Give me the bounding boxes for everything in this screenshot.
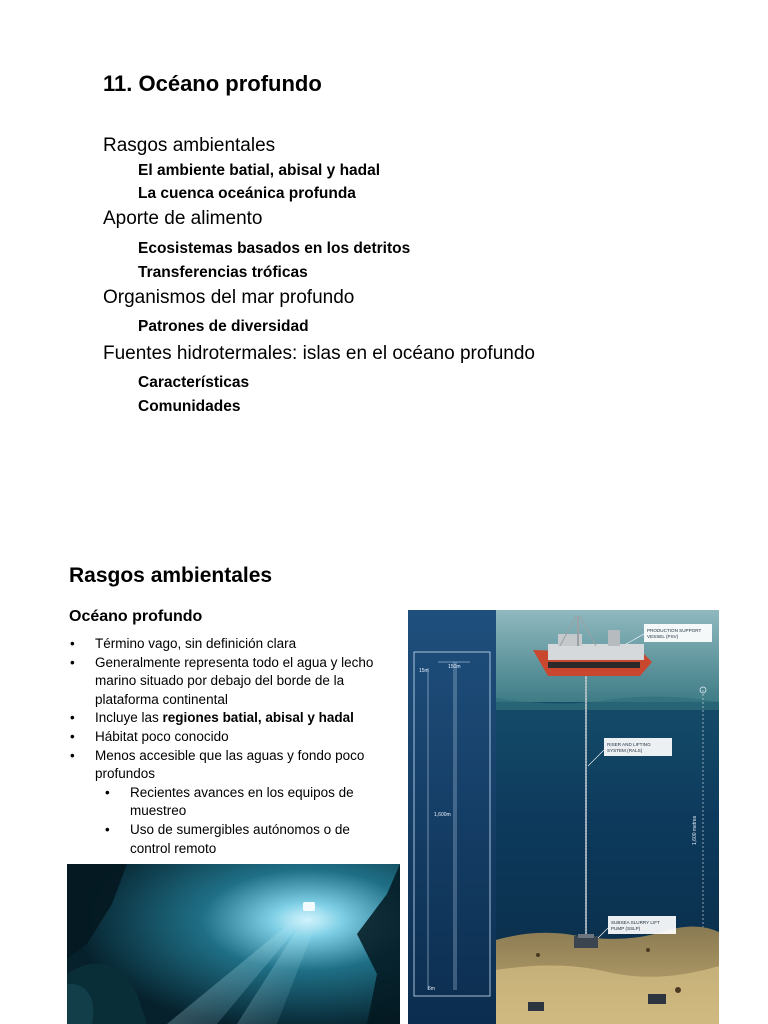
bullet-item: • Menos accesible que las aguas y fondo poco profundos	[69, 747, 394, 784]
section-item: Transferencias tróficas	[138, 264, 308, 281]
bold-term: regiones batial, abisal y hadal	[162, 710, 354, 726]
dimension-label: 1,600m	[434, 812, 451, 818]
dimension-label: 150m	[448, 664, 461, 670]
slide-title: Rasgos ambientales	[69, 564, 273, 587]
bullet-item: • Término vago, sin definición clara	[69, 635, 394, 654]
deep-sea-photo	[67, 864, 400, 1024]
dimension-label: 15m	[419, 668, 429, 674]
section-item: Patrones de diversidad	[138, 318, 309, 335]
section-item: Comunidades	[138, 398, 241, 415]
section-heading: Organismos del mar profundo	[103, 287, 355, 308]
sslp-label: PUMP (SSLP)	[611, 926, 641, 931]
psv-label: VESSEL (PSV)	[647, 634, 679, 639]
bullet-item: • Incluye las regiones batial, abisal y hadal	[69, 709, 394, 728]
bullet-item: • Generalmente representa todo el agua y lecho marino situado por debajo del borde de la plataforma continental	[69, 654, 394, 710]
mining-system-diagram	[408, 610, 719, 1024]
sub-bullet-item: • Recientes avances en los equipos de muestreo	[69, 784, 394, 821]
dimension-label: 6m	[428, 986, 435, 992]
mining-system-illustration	[408, 610, 719, 1024]
section-item: El ambiente batial, abisal y hadal	[138, 162, 381, 179]
sub-bullet-item: • Uso de sumergibles autónomos o de control remoto	[69, 821, 394, 858]
section-item: Características	[138, 374, 250, 391]
bullet-item: • Hábitat poco conocido	[69, 728, 394, 747]
psv-label: PRODUCTION SUPPORT	[647, 628, 702, 633]
section-item: La cuenca oceánica profunda	[138, 185, 356, 202]
bullet-list	[69, 635, 394, 858]
sslp-label: SUBSEA SLURRY LIFT	[611, 920, 660, 925]
section-item: Ecosistemas basados en los detritos	[138, 240, 411, 257]
slide-subtitle: Océano profundo	[69, 608, 203, 625]
depth-label: 1,600 metres	[692, 815, 698, 845]
section-heading: Fuentes hidrotermales: islas en el océano profundo	[103, 343, 535, 364]
section-heading: Rasgos ambientales	[103, 135, 276, 156]
rals-label: RISER AND LIFTING	[607, 742, 651, 747]
slide-title: 11. Océano profundo	[103, 71, 322, 96]
section-heading: Aporte de alimento	[103, 208, 263, 229]
deep-sea-photo-image	[67, 864, 400, 1024]
rals-label: SYSTEM (RALS)	[607, 748, 643, 753]
